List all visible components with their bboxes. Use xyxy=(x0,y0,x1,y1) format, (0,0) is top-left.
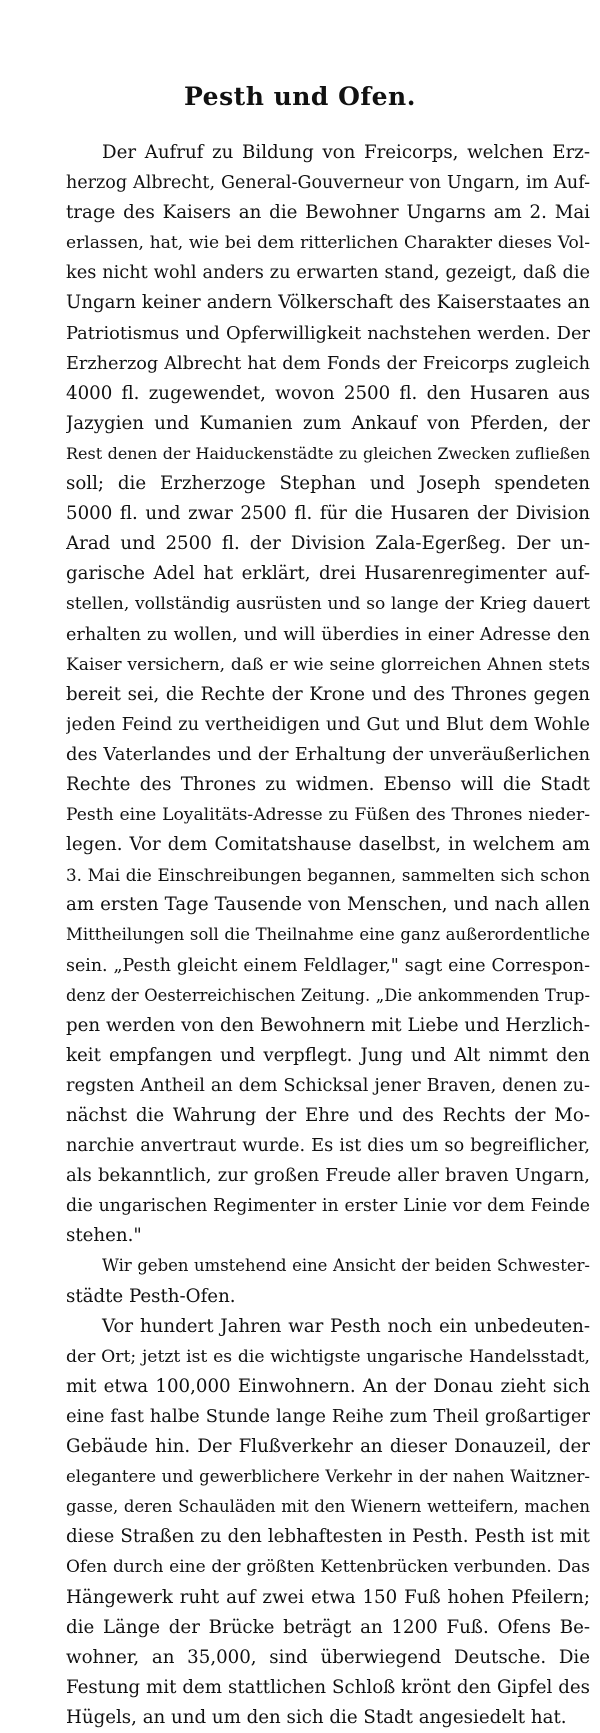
text-line: pen werden von den Bewohnern mit Liebe und Herzlich- xyxy=(66,1014,590,1036)
text-line: Jazygien und Kumanien zum Ankauf von Pferden, der xyxy=(66,412,590,434)
text-line: Arad und 2500 fl. der Division Zala-Egerßeg. Der un- xyxy=(66,533,590,555)
text-line: bereit sei, die Rechte der Krone und des Thrones gegen xyxy=(66,683,590,705)
text-line: erhalten zu wollen, und will überdies in einer Adresse den xyxy=(66,624,590,645)
text-line: des Vaterlandes und der Erhaltung der unveräußerlichen xyxy=(66,743,590,765)
text-line: Patriotismus und Opferwilligkeit nachstehen werden. Der xyxy=(66,322,590,344)
text-line: keit empfangen und verpflegt. Jung und Alt nimmt den xyxy=(66,1044,590,1066)
text-line: 4000 fl. zugewendet, wovon 2500 fl. den Husaren aus xyxy=(66,382,590,404)
text-line: der Ort; jetzt ist es die wichtigste ungarische Handelsstadt, xyxy=(66,1346,590,1367)
text-line: sein. „Pesth gleicht einem Feldlager," sagt eine Correspon- xyxy=(66,955,590,976)
text-line: Hügels, an und um den sich die Stadt angesiedelt hat. xyxy=(66,1706,567,1728)
text-line: erlassen, hat, wie bei dem ritterlichen Charakter dieses Vol- xyxy=(66,233,590,254)
text-line: eine fast halbe Stunde lange Reihe zum Theil großartiger xyxy=(66,1405,590,1427)
text-line: Hängewerk ruht auf zwei etwa 150 Fuß hohen Pfeilern; xyxy=(66,1586,590,1608)
text-line: denz der Oesterreichischen Zeitung. „Die ankommenden Trup- xyxy=(66,985,590,1005)
text-line: legen. Vor dem Comitatshause daselbst, in welchem am xyxy=(66,834,590,856)
text-line: Wir geben umstehend eine Ansicht der beiden Schwester- xyxy=(102,1256,590,1276)
article-title: Pesth und Ofen. xyxy=(184,82,416,111)
text-line: die ungarischen Regimenter in erster Linie vor dem Feinde xyxy=(66,1196,590,1217)
text-line: soll; die Erzherzoge Stephan und Joseph spendeten xyxy=(66,473,590,495)
text-line: Rechte des Thrones zu widmen. Ebenso will die Stadt xyxy=(66,773,590,795)
text-line: narchie anvertraut wurde. Es ist dies um so begreiflicher, xyxy=(66,1135,590,1157)
text-line: 3. Mai die Einschreibungen begannen, sammelten sich schon xyxy=(66,865,590,886)
text-line: Festung mit dem stattlichen Schloß krönt den Gipfel des xyxy=(66,1676,590,1698)
text-line: Vor hundert Jahren war Pesth noch ein unbedeuten- xyxy=(102,1315,590,1337)
text-line: städte Pesth-Ofen. xyxy=(66,1285,236,1307)
text-line: herzog Albrecht, General-Gouverneur von Ungarn, im Auf- xyxy=(66,173,590,194)
text-line: regsten Antheil an dem Schicksal jener Braven, denen zu- xyxy=(66,1075,590,1096)
text-line: garische Adel hat erklärt, drei Husarenregimenter auf- xyxy=(66,563,590,585)
article-body xyxy=(66,138,590,1733)
text-line: stellen, vollständig ausrüsten und so lange der Krieg dauert xyxy=(66,594,590,615)
text-line: mit etwa 100,000 Einwohnern. An der Donau zieht sich xyxy=(66,1375,590,1397)
text-line: als bekanntlich, zur großen Freude aller braven Ungarn, xyxy=(66,1165,590,1187)
text-line: am ersten Tage Tausende von Menschen, und nach allen xyxy=(66,894,590,916)
text-line: Der Aufruf zu Bildung von Freicorps, welchen Erz- xyxy=(102,142,590,163)
text-line: trage des Kaisers an die Bewohner Ungarns am 2. Mai xyxy=(66,202,590,224)
text-line: nächst die Wahrung der Ehre und des Rechts der Mo- xyxy=(66,1105,590,1126)
text-line: Kaiser versichern, daß er wie seine glorreichen Ahnen stets xyxy=(66,654,590,675)
text-line: Ungarn keiner andern Völkerschaft des Kaiserstaates an xyxy=(66,292,590,314)
text-line: Gebäude hin. Der Flußverkehr an dieser Donauzeil, der xyxy=(66,1436,590,1458)
text-line: Erzherzog Albrecht hat dem Fonds der Freicorps zugleich xyxy=(66,353,590,374)
text-line: stehen." xyxy=(66,1225,142,1247)
text-line: diese Straßen zu den lebhaftesten in Pesth. Pesth ist mit xyxy=(66,1526,590,1548)
text-line: Mittheilungen soll die Theilnahme eine ganz außerordentliche xyxy=(66,925,590,945)
text-line: die Länge der Brücke beträgt an 1200 Fuß. Ofens Be- xyxy=(66,1616,590,1638)
text-line: 5000 fl. und zwar 2500 fl. für die Husaren der Division xyxy=(66,503,590,525)
text-line: kes nicht wohl anders zu erwarten stand, gezeigt, daß die xyxy=(66,263,590,284)
text-line: gasse, deren Schauläden mit den Wienern wetteifern, machen xyxy=(66,1497,590,1517)
text-line: wohner, an 35,000, sind überwiegend Deutsche. Die xyxy=(66,1646,590,1668)
text-line: Ofen durch eine der größten Kettenbrücken verbunden. Das xyxy=(66,1557,590,1578)
text-line: Pesth eine Loyalitäts-Adresse zu Füßen des Thrones nieder- xyxy=(66,805,590,826)
text-line: jeden Feind zu vertheidigen und Gut und Blut dem Wohle xyxy=(66,713,590,735)
text-line: elegantere und gewerblichere Verkehr in der nahen Waitzner- xyxy=(66,1467,590,1487)
text-line: Rest denen der Haiduckenstädte zu gleichen Zwecken zufließen xyxy=(66,443,590,463)
